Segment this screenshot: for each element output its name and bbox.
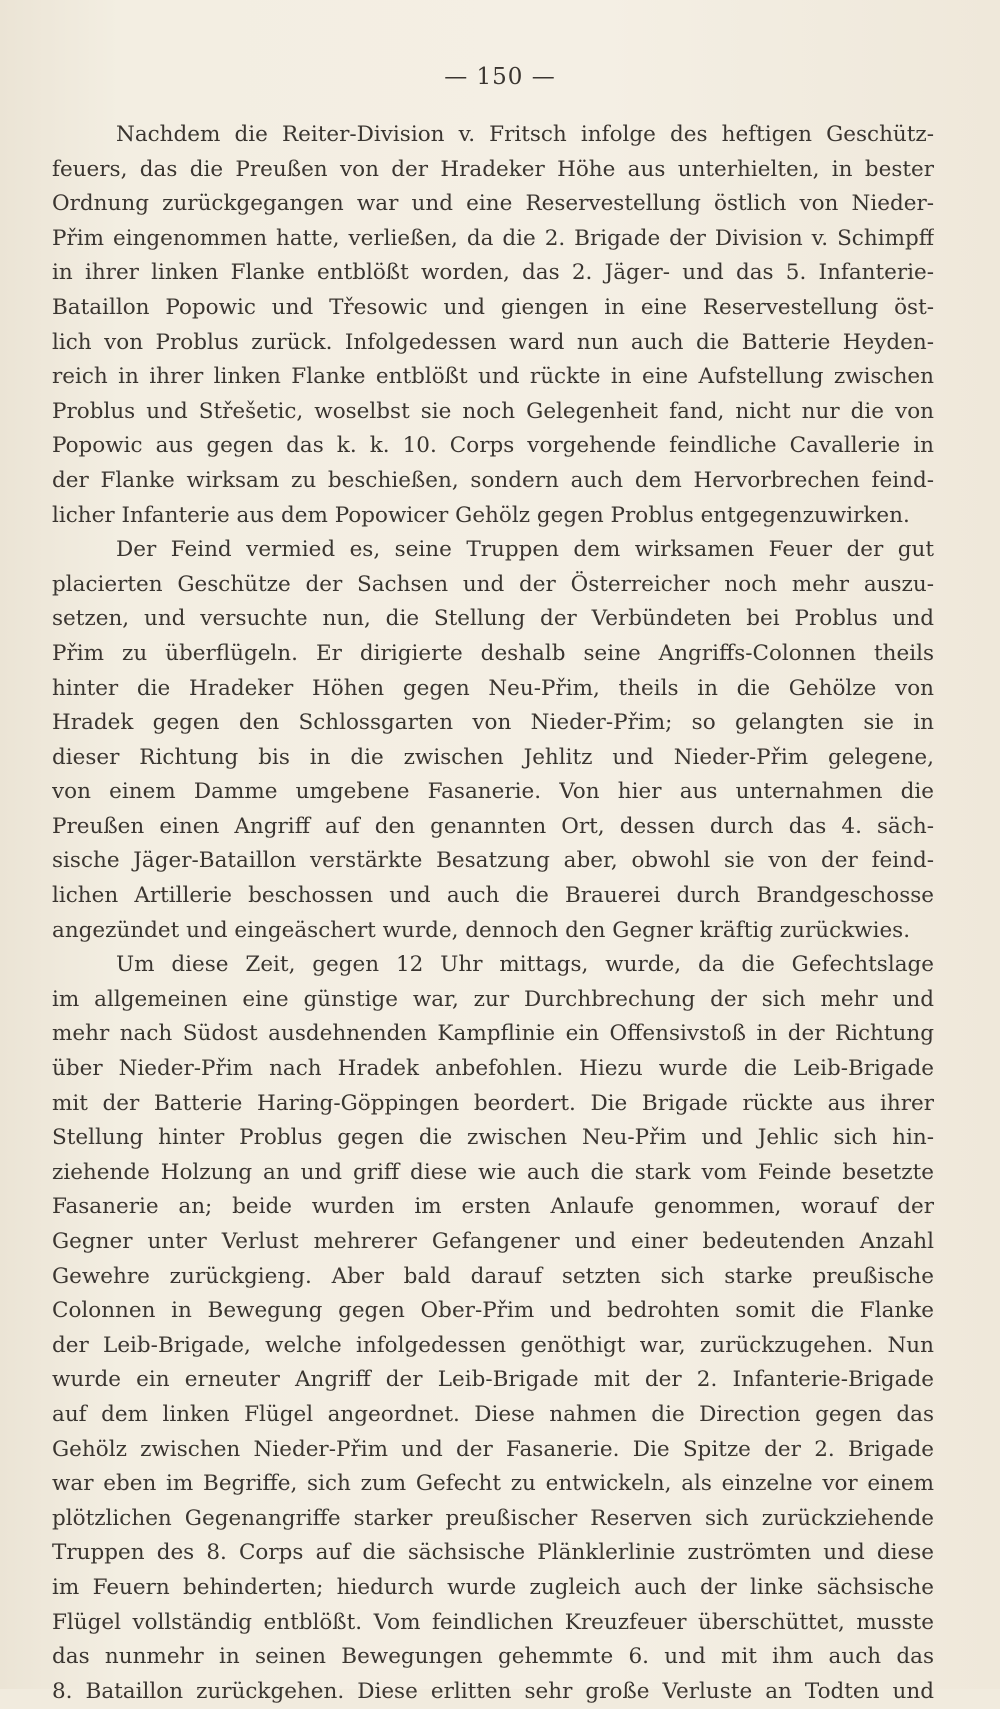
- text-line: ziehende Holzung an und griff diese wie auch die stark vom Feinde besetzte: [52, 1159, 934, 1185]
- text-line: im allgemeinen eine günstige war, zur Durchbrechung der sich mehr und: [52, 986, 934, 1012]
- text-line: das nunmehr in seinen Bewegungen gehemmte 6. und mit ihm auch das: [52, 1644, 934, 1670]
- text-line: der Leib-Brigade, welche infolgedessen genöthigt war, zurückzugehen. Nun: [52, 1332, 934, 1358]
- text-line: mehr nach Südost ausdehnenden Kampflinie ein Offensivstoß in der Richtung: [52, 1021, 934, 1047]
- text-line: 8. Bataillon zurückgehen. Diese erlitten sehr große Verluste an Todten und: [52, 1678, 934, 1704]
- text-line: Stellung hinter Problus gegen die zwischen Neu-Přim und Jehlic sich hin-: [52, 1125, 934, 1151]
- text-line: von einem Damme umgebene Fasanerie. Von hier aus unternahmen die: [52, 779, 934, 805]
- text-line: Gewehre zurückgieng. Aber bald darauf setzten sich starke preußische: [52, 1263, 934, 1289]
- text-line: Flügel vollständig entblößt. Vom feindlichen Kreuzfeuer überschüttet, musste: [52, 1609, 934, 1635]
- text-line: dieser Richtung bis in die zwischen Jehlitz und Nieder-Přim gelegene,: [52, 744, 934, 770]
- text-line: Problus und Střešetic, woselbst sie noch Gelegenheit fand, nicht nur die von: [52, 398, 934, 424]
- text-line: Um diese Zeit, gegen 12 Uhr mittags, wurde, da die Gefechtslage: [116, 952, 934, 978]
- text-line: Der Feind vermied es, seine Truppen dem wirksamen Feuer der gut: [116, 537, 934, 563]
- text-line: Přim zu überflügeln. Er dirigierte deshalb seine Angriffs-Colonnen theils: [52, 640, 934, 666]
- text-line: Popowic aus gegen das k. k. 10. Corps vorgehende feindliche Cavallerie in: [52, 433, 934, 459]
- text-line: im Feuern behinderten; hiedurch wurde zugleich auch der linke sächsische: [52, 1574, 934, 1600]
- text-line: Ordnung zurückgegangen war und eine Reservestellung östlich von Nieder-: [52, 191, 934, 217]
- text-line: lich von Problus zurück. Infolgedessen ward nun auch die Batterie Heyden-: [52, 329, 934, 355]
- text-line: setzen, und versuchte nun, die Stellung der Verbündeten bei Problus und: [52, 606, 934, 632]
- text-line: mit der Batterie Haring-Göppingen beordert. Die Brigade rückte aus ihrer: [52, 1090, 934, 1116]
- text-line: in ihrer linken Flanke entblößt worden, das 2. Jäger- und das 5. Infanterie-: [52, 260, 934, 286]
- text-line: angezündet und eingeäschert wurde, dennoch den Gegner kräftig zurückwies.: [52, 917, 911, 943]
- page-number: — 150 —: [444, 64, 556, 90]
- text-line: Fasanerie an; beide wurden im ersten Anlaufe genommen, worauf der: [52, 1194, 934, 1220]
- text-line: reich in ihrer linken Flanke entblößt und rückte in eine Aufstellung zwischen: [52, 364, 934, 390]
- text-line: plötzlichen Gegenangriffe starker preußischer Reserven sich zurückziehende: [52, 1505, 934, 1531]
- text-line: Přim eingenommen hatte, verließen, da die 2. Brigade der Division v. Schimpff: [52, 225, 934, 251]
- text-line: feuers, das die Preußen von der Hradeker Höhe aus unterhielten, in bester: [52, 156, 934, 182]
- text-line: wurde ein erneuter Angriff der Leib-Brigade mit der 2. Infanterie-Brigade: [52, 1367, 934, 1393]
- text-line: sische Jäger-Bataillon verstärkte Besatzung aber, obwohl sie von der feind-: [52, 848, 934, 874]
- text-line: Colonnen in Bewegung gegen Ober-Přim und bedrohten somit die Flanke: [52, 1298, 934, 1324]
- text-line: lichen Artillerie beschossen und auch die Brauerei durch Brandgeschosse: [52, 883, 934, 909]
- text-line: Hradek gegen den Schlossgarten von Nieder-Přim; so gelangten sie in: [52, 710, 934, 736]
- text-line: der Flanke wirksam zu beschießen, sondern auch dem Hervorbrechen feind-: [52, 467, 934, 493]
- text-line: war eben im Begriffe, sich zum Gefecht zu entwickeln, als einzelne vor einem: [52, 1471, 934, 1497]
- text-line: auf dem linken Flügel angeordnet. Diese nahmen die Direction gegen das: [52, 1401, 934, 1427]
- text-line: Truppen des 8. Corps auf die sächsische Plänklerlinie zuströmten und diese: [52, 1540, 934, 1566]
- text-line: Bataillon Popowic und Třesowic und giengen in eine Reservestellung öst-: [52, 294, 934, 320]
- text-line: licher Infanterie aus dem Popowicer Gehölz gegen Problus entgegenzuwirken.: [52, 502, 910, 528]
- text-line: Gegner unter Verlust mehrerer Gefangener und einer bedeutenden Anzahl: [52, 1229, 934, 1254]
- text-line: über Nieder-Přim nach Hradek anbefohlen. Hiezu wurde die Leib-Brigade: [52, 1056, 934, 1082]
- body-text: [52, 118, 934, 1709]
- text-line: Nachdem die Reiter-Division v. Fritsch infolge des heftigen Geschütz-: [116, 122, 934, 147]
- text-line: hinter die Hradeker Höhen gegen Neu-Přim, theils in die Gehölze von: [52, 675, 934, 701]
- text-line: Preußen einen Angriff auf den genannten Ort, dessen durch das 4. säch-: [52, 813, 934, 839]
- text-line: Gehölz zwischen Nieder-Přim und der Fasanerie. Die Spitze der 2. Brigade: [52, 1436, 934, 1462]
- text-line: placierten Geschütze der Sachsen und der Österreicher noch mehr auszu-: [52, 571, 934, 597]
